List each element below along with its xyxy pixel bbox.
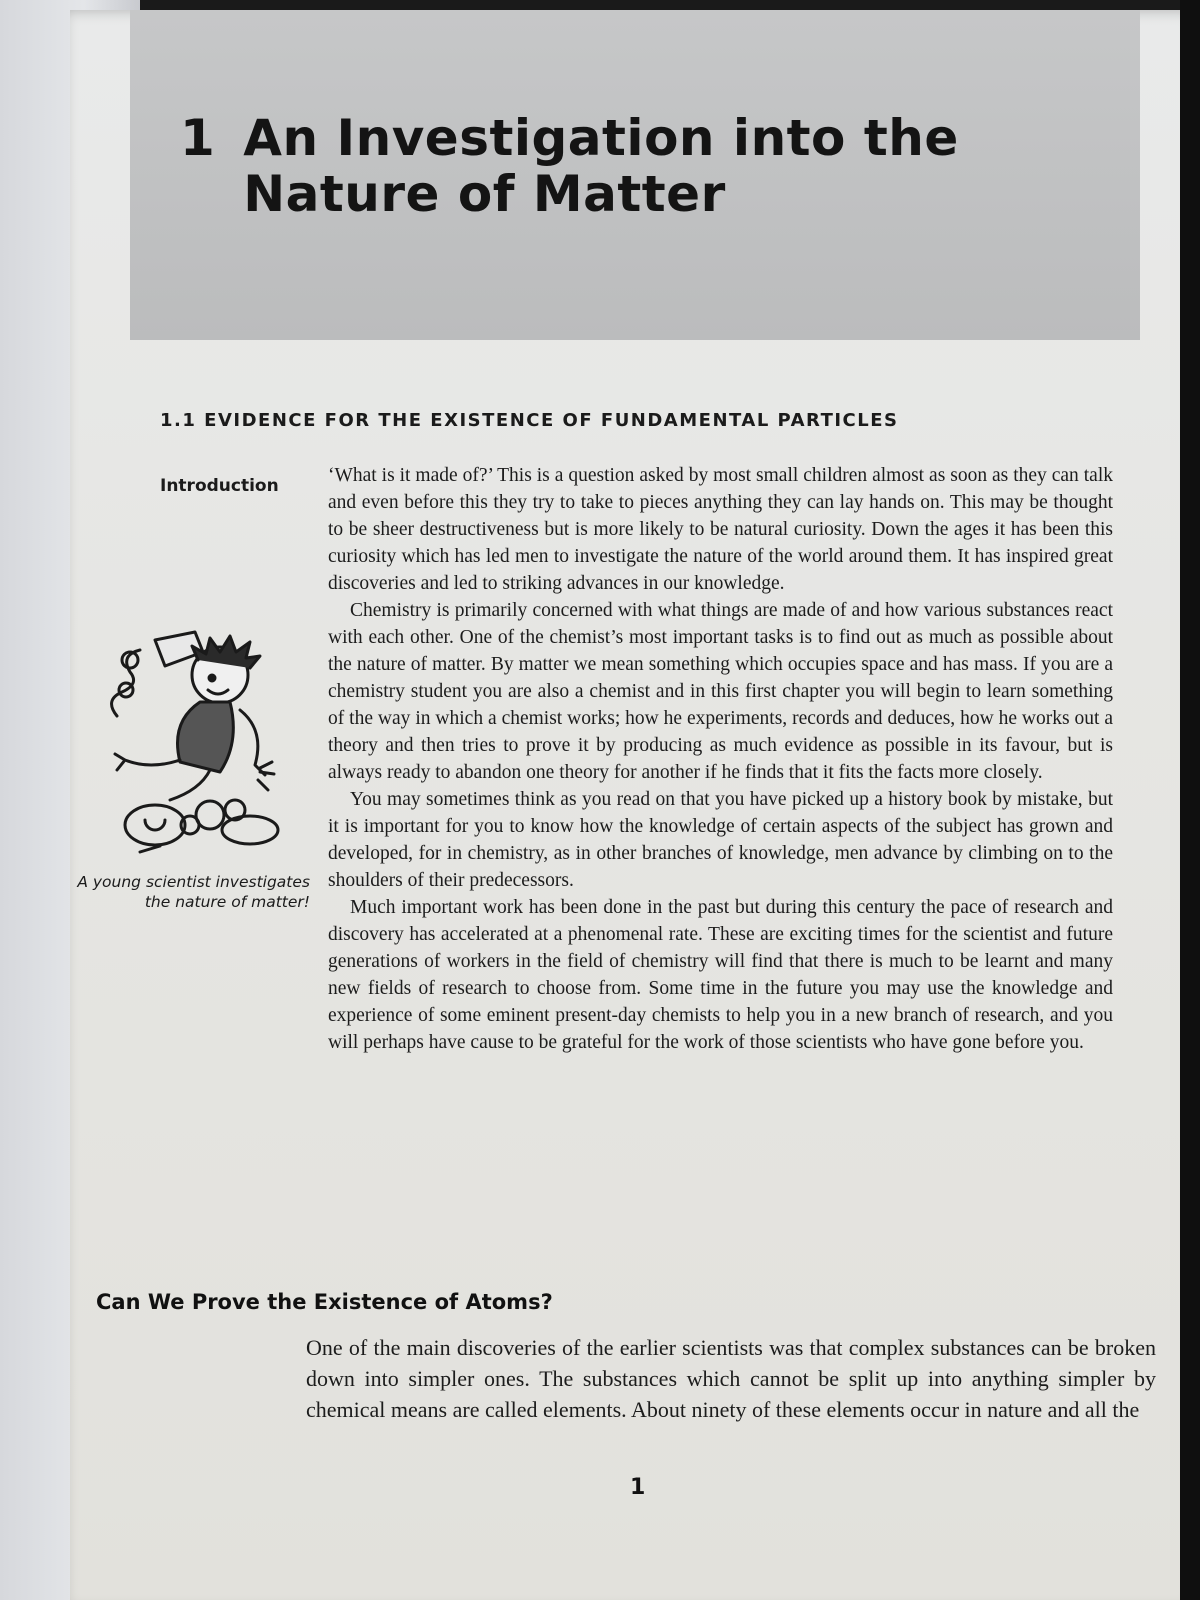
background-edge xyxy=(1180,0,1200,1600)
scientist-drawing xyxy=(100,620,310,860)
paragraph: Much important work has been done in the past but during this century the pace of research and discovery has accelerated at a phenomenal rate. These are exciting times for the scientist and future generations of workers in the field of chemistry will find that there is much to be learnt and many new fields of research to choose from. Some time in the future you may use the knowledge and experience of some eminent present-day chemists to help you in a new branch of research, and you will perhaps have cause to be grateful for the work of those scientists who have gone before you. xyxy=(328,897,1113,1053)
paragraph: ‘What is it made of?’ This is a question asked by most small children almost as soon as they can talk and even before this they try to take to pieces anything they can lay hands on. This may be thought to be sheer destructiveness but is more likely to be natural curiosity. Down the ages it has been this curiosity which has led men to investigate the nature of the world around them. It has inspired great discoveries and led to striking advances in our knowledge. xyxy=(328,465,1113,594)
illustration-caption: A young scientist investigates the nature of matter! xyxy=(77,873,310,911)
chapter-number: 1 xyxy=(180,109,216,167)
atoms-body xyxy=(306,1332,1156,1425)
introduction-body xyxy=(328,462,1113,1056)
chapter-title-text: An Investigation into the Nature of Matter xyxy=(243,109,959,223)
section-heading: 1.1 EVIDENCE FOR THE EXISTENCE OF FUNDAMENTAL PARTICLES xyxy=(160,410,899,431)
chapter-title xyxy=(180,110,1003,222)
textbook-page xyxy=(70,10,1200,1600)
page-number: 1 xyxy=(630,1475,646,1500)
paragraph: Chemistry is primarily concerned with what things are made of and how various substances react with each other. One of the chemist’s most important tasks is to find out as much as possible about the nature of matter. By matter we mean something which occupies space and has mass. If you are a chemistry student you are also a chemist and in this first chapter you will begin to learn something of the way in which a chemist works; how he experiments, records and deduces, how he works out a theory and then tries to prove it by producing as much evidence as possible in its favour, but is always ready to abandon one theory for another if he finds that it fits the facts more closely. xyxy=(328,600,1113,783)
young-scientist-illustration xyxy=(100,620,310,860)
paragraph: You may sometimes think as you read on that you have picked up a history book by mistake, but it is important for you to know how the knowledge of certain aspects of the subject has grown and developed, for in chemistry, as in other branches of knowledge, men advance by climbing on to the shoulders of their predecessors. xyxy=(328,789,1113,891)
paragraph: One of the main discoveries of the earlier scientists was that complex substances can be broken down into simpler ones. The substances which cannot be split up into anything simpler by chemical means are called elements. About ninety of these elements occur in nature and all the xyxy=(306,1335,1156,1422)
introduction-heading: Introduction xyxy=(160,476,279,496)
atoms-heading: Can We Prove the Existence of Atoms? xyxy=(96,1290,553,1314)
